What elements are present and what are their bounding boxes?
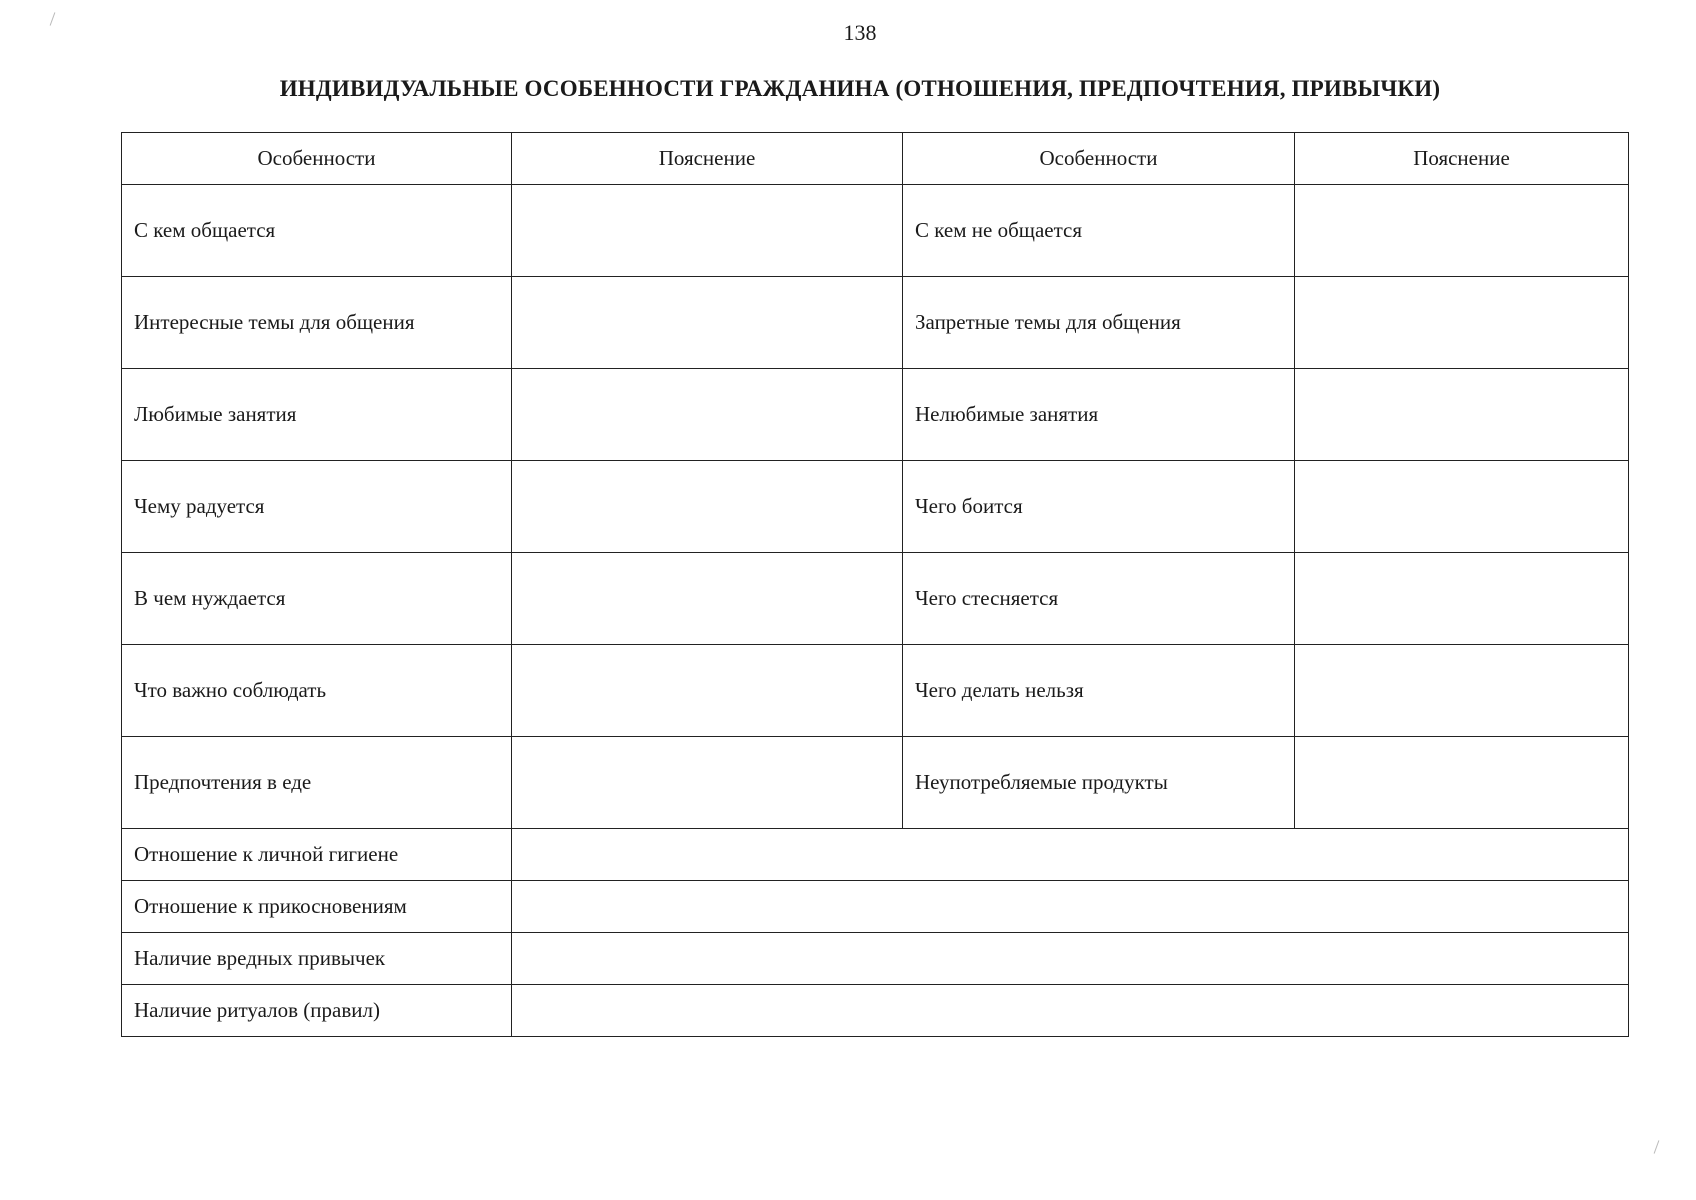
feature-label: Запретные темы для общения [903, 277, 1295, 369]
attitude-label: Наличие вредных привычек [122, 933, 512, 985]
table-row [122, 461, 1629, 553]
explanation-cell[interactable] [1295, 369, 1629, 461]
attitude-label: Отношение к прикосновениям [122, 881, 512, 933]
feature-label: Чего делать нельзя [903, 645, 1295, 737]
header-explanation-right: Пояснение [1295, 133, 1629, 185]
explanation-cell[interactable] [1295, 185, 1629, 277]
table-row [122, 277, 1629, 369]
explanation-cell[interactable] [1295, 553, 1629, 645]
attitude-explanation-cell[interactable] [512, 985, 1629, 1037]
feature-label: С кем не общается [903, 185, 1295, 277]
explanation-cell[interactable] [1295, 645, 1629, 737]
table-row [122, 553, 1629, 645]
explanation-cell[interactable] [512, 737, 903, 829]
explanation-cell[interactable] [512, 369, 903, 461]
feature-label: Интересные темы для общения [122, 277, 512, 369]
explanation-cell[interactable] [512, 461, 903, 553]
attitude-label: Отношение к личной гигиене [122, 829, 512, 881]
feature-label: Чему радуется [122, 461, 512, 553]
table-row [122, 829, 1629, 881]
header-features-left: Особенности [122, 133, 512, 185]
document-title: ИНДИВИДУАЛЬНЫЕ ОСОБЕННОСТИ ГРАЖДАНИНА (ОТНОШЕНИЯ, ПРЕДПОЧТЕНИЯ, ПРИВЫЧКИ) [279, 76, 1441, 101]
characteristics-table [121, 132, 1629, 1037]
table-row [122, 933, 1629, 985]
table-row [122, 985, 1629, 1037]
feature-label: Нелюбимые занятия [903, 369, 1295, 461]
feature-label: Любимые занятия [122, 369, 512, 461]
table-row [122, 881, 1629, 933]
attitude-label: Наличие ритуалов (правил) [122, 985, 512, 1037]
feature-label: Неупотребляемые продукты [903, 737, 1295, 829]
feature-label: С кем общается [122, 185, 512, 277]
explanation-cell[interactable] [1295, 461, 1629, 553]
explanation-cell[interactable] [1295, 737, 1629, 829]
explanation-cell[interactable] [1295, 277, 1629, 369]
table-row [122, 737, 1629, 829]
scan-artifact [1654, 1140, 1660, 1153]
header-row [122, 133, 1629, 185]
explanation-cell[interactable] [512, 185, 903, 277]
feature-label: Предпочтения в еде [122, 737, 512, 829]
table-row [122, 185, 1629, 277]
feature-label: Чего стесняется [903, 553, 1295, 645]
feature-label: В чем нуждается [122, 553, 512, 645]
table-row [122, 369, 1629, 461]
attitude-explanation-cell[interactable] [512, 933, 1629, 985]
header-explanation-left: Пояснение [512, 133, 903, 185]
feature-label: Чего боится [903, 461, 1295, 553]
page-number: 138 [843, 20, 877, 45]
explanation-cell[interactable] [512, 645, 903, 737]
table-row [122, 645, 1629, 737]
explanation-cell[interactable] [512, 277, 903, 369]
attitude-explanation-cell[interactable] [512, 829, 1629, 881]
header-features-right: Особенности [903, 133, 1295, 185]
feature-label: Что важно соблюдать [122, 645, 512, 737]
explanation-cell[interactable] [512, 553, 903, 645]
attitude-explanation-cell[interactable] [512, 881, 1629, 933]
